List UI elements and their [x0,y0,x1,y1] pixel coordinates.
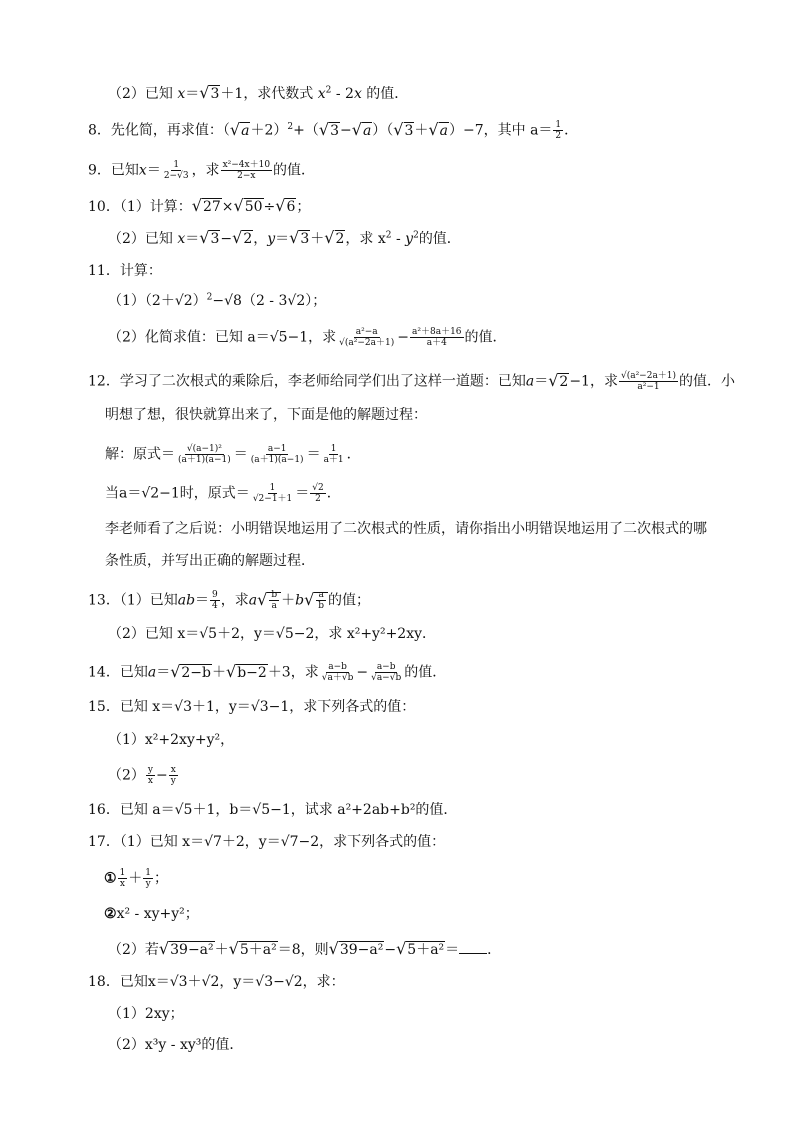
problem-15-part-1: （1）x²+2xy+y²， [108,732,235,748]
problem-10-part-2: （2）已知 x＝√3−√2，y＝√3＋√2，求 $x^2 - y^2$的值． [108,228,461,247]
problem-17-item-1: ① $\frac{1}{x}$ ＋ $\frac{1}{y}$ ； [104,868,169,889]
text: −7，其中 a＝ [462,122,553,139]
text: 的值． [418,231,461,247]
problem-17-item-2 [104,905,199,923]
text: ，求 x [345,231,386,247]
text: （1）（2＋√2） [108,293,207,309]
text: ＝ [445,942,460,958]
problem-14: 14．已知a＝√2−b＋√b−2＋3，求 $\frac{a-b}{√a+√b}$ − $\frac{a-b}{√a-√b}$ 的值． [88,661,447,683]
text: x² - xy+y²； [116,906,199,922]
problem-12: 12．学习了二次根式的乘除后，李老师给同学们出了这样一道题：已知a＝√2−1，求 $\frac{\text{√(a²−2a＋1)}}{\text{a²−1}}$ 的值．小 [88,370,736,392]
text: （2） [108,767,145,784]
text: （2）化简求值：已知 a＝√5−1，求 [108,329,337,346]
text: ，求 [589,373,618,390]
problem-17: 17．（1）已知 x＝√7＋2，y＝√7−2，求下列各式的值： [88,834,446,850]
text: 的值． [404,664,447,681]
text: （2）若 [108,942,159,958]
text: ； [296,199,311,215]
problem-18-part-2: （2）x³y - xy³的值． [108,1037,244,1053]
text: 10．（1）计算： [88,199,192,215]
problem-7-part-2: （2）已知 x＝√3＋1，求代数式 $x^2 - 2x$ 的值． [108,83,409,102]
problem-15: 15．已知 x＝√3＋1，y＝√3−1，求下列各式的值： [88,699,416,715]
problem-12-evaluate: 当a＝√2−1时，原式＝ $\frac{1}{√2-1+1}$ ＝ $\frac{√2}{2}$ ． [105,483,341,504]
text: 当a＝√2−1时，原式＝ [105,485,250,502]
problem-17-part-2: （2）若√39−a²＋√5＋a²＝8，则√39−a²−√5＋a²＝ ． [108,939,502,958]
problem-12-comment-2: 条性质，并写出正确的解题过程． [105,553,315,569]
text: 12．学习了二次根式的乘除后，李老师给同学们出了这样一道题：已知 [88,373,526,390]
text: ，求 [191,162,220,179]
text: 9．已知 [88,162,139,179]
text: 8．先化简，再求值：（ [88,122,230,139]
problem-8: 8．先化简，再求值：$(√a+2)^2+(√3-√a)(√3+√a)-7$，其中 a＝ $\frac{1}{2}$ ． [88,119,579,141]
problem-18: 18．已知x＝√3＋√2，y＝√3−√2，求： [88,974,345,990]
circled-2: ② [104,906,117,922]
text: ＝8，则 [277,942,329,958]
text: ，求 [220,592,249,609]
text: ） [448,122,463,139]
text: （2）已知 [108,231,178,247]
text: 的值． [361,86,409,102]
text: 13．（1）已知 [88,592,178,609]
text: 的值． [273,162,316,179]
answer-blank[interactable] [459,941,487,954]
circled-1: ① [104,870,117,887]
problem-12-text: 明想了想，很快就算出来了，下面是他的解题过程： [105,407,427,423]
text: 的值．小 [679,373,736,390]
problem-11-part-1: $(1)(2+√2)^2-√8(2 - 3√2)$； [108,292,327,309]
problem-12-solution: 解：原式＝ $\frac{\text{√(a−1)²}}{(a+1)(a-1)}$ ＝ $\frac{a-1}{(a+1)(a-1)}$ ＝ $\frac{1}{a+1}$ ． [105,444,361,465]
text: ，求代数式 [243,86,318,102]
text: 的值； [328,592,371,609]
problem-10: 10．（1）计算：√27×√50÷√6； [88,196,311,215]
text: ． [487,942,502,958]
problem-15-part-2: （2） $\frac{y}{x}$ − $\frac{x}{y}$ [108,765,176,786]
problem-11-part-2: （2）化简求值：已知 a＝√5−1，求 $\frac{\text{a²−a}}{\text{√(a²−2a＋1)}}$ − $\frac{\text{a²＋8a＋16}}{a+4}$ 的值． [108,327,507,348]
problem-18-part-1: （1）2xy； [108,1006,184,1022]
text: ，求 [290,664,319,681]
problem-13: 13．（1）已知ab＝ $\frac{9}{4}$ ，求a√ $\frac{b}{a}$ ＋b√ $\frac{a}{b}$ 的值； [88,589,371,611]
text: 的值． [464,329,507,346]
problem-12-comment: 李老师看了之后说：小明错误地运用了二次根式的性质，请你指出小明错误地运用了二次根式的哪 [105,521,707,537]
problem-13-part-2: （2）已知 x＝√5＋2，y＝√5−2，求 x²+y²+2xy． [108,626,437,642]
text: 解：原式＝ [105,446,175,463]
text: 14．已知 [88,664,148,681]
text: −√8（2 - 3√2）； [212,293,327,309]
text: （2）已知 [108,86,178,102]
problem-11: 11．计算： [88,263,162,279]
problem-16: 16．已知 a＝√5＋1，b＝√5−1，试求 a²+2ab+b²的值． [88,802,458,818]
problem-9: 9．已知x＝ $\frac{1}{2-√3}$ ，求 $\frac{\text{x²−4x＋10}}{2-x}$ 的值． [88,160,316,181]
